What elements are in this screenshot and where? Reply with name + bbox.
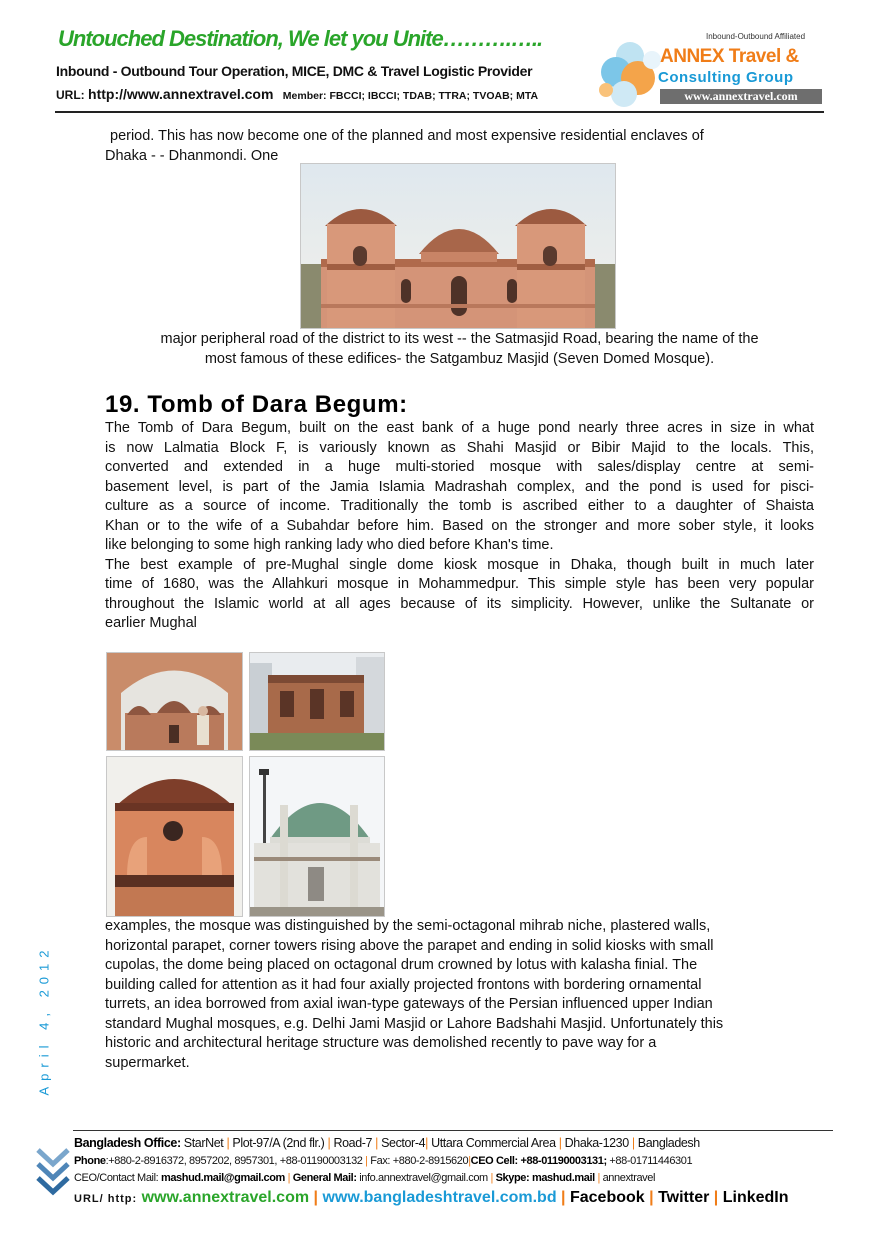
brand-website[interactable]: www.annextravel.com [660, 89, 822, 104]
header-affiliation: Inbound-Outbound Affiliated [706, 32, 806, 41]
paragraph-line: like belonging to some high ranking lady who died before Khan's time. [105, 537, 554, 553]
header-url-link[interactable]: http://www.annextravel.com [88, 86, 274, 102]
paragraph-line: historic and architectural heritage structure was demolished recently to pave way for a [105, 1035, 657, 1051]
paragraph-line: basement level, is part of the Jamia Islamia Madrashah complex, and the pond is used for pisci- [105, 478, 814, 495]
section-heading: 19. Tomb of Dara Begum: [105, 391, 408, 418]
caption-line: major peripheral road of the district to its west -- the Satmasjid Road, bearing the name of the [160, 331, 759, 347]
mosque-architecture-paragraph [105, 917, 814, 1073]
header-url-label: URL: [56, 88, 85, 102]
footer-address-part: Road-7 [333, 1136, 373, 1150]
footer-office-address: Bangladesh Office: StarNet | Plot-97/A (2nd flr.) | Road-7 | Sector-4| Uttara Commercial Area | Dhaka-1230 | Bangladesh [74, 1136, 700, 1150]
paragraph-line: supermarket. [105, 1054, 190, 1071]
paragraph-line: standard Mughal mosques, e.g. Delhi Jami Masjid or Lahore Badshahi Masjid. Unfortunately this [105, 1015, 724, 1032]
side-date-text: April 4, 2012 [36, 944, 52, 1096]
brand-name: ANNEX Travel & [660, 46, 799, 67]
paragraph-line: culture as a source of income. Traditionally the tomb is ascribed either to a daughter of Shaista [105, 498, 814, 514]
paragraph-line: Khan or to the wife of a Subahdar before him. Based on the stronger and more sober style, it looks [105, 517, 814, 534]
paragraph-line: examples, the mosque was distinguished by the semi-octagonal mihrab niche, plastered walls, [105, 918, 711, 934]
footer-address-part: Bangladesh [637, 1136, 700, 1150]
footer-general-label: General Mail: [292, 1172, 357, 1184]
footer-link-linkedin[interactable]: LinkedIn [722, 1189, 789, 1206]
footer-phone: :+880-2-8916372, 8957202, 8957301, +88-01190003132 [105, 1155, 363, 1167]
footer-office-label: Bangladesh Office: [74, 1136, 181, 1150]
footer-skype-extra: annextravel [602, 1172, 656, 1184]
footer-phone-label: Phone [74, 1155, 106, 1167]
domed-kiosk-photo [106, 756, 243, 917]
footer-address-part: StarNet [183, 1136, 224, 1150]
paragraph-line: The Tomb of Dara Begum, built on the east bank of a huge pond nearly three acres in size in what [105, 420, 814, 436]
header-url-line [56, 86, 538, 102]
footer-link-annextravel[interactable]: www.annextravel.com [141, 1189, 310, 1206]
side-date [24, 940, 64, 1100]
chevron-down-icon [34, 1146, 72, 1206]
header-membership: Member: FBCCI; IBCCI; TDAB; TTRA; TVOAB; MTA [282, 90, 539, 102]
caption-line: most famous of these edifices- the Satgambuz Masjid (Seven Domed Mosque). [204, 350, 715, 367]
brand-subname: Consulting Group [658, 69, 794, 86]
footer-divider [73, 1130, 833, 1131]
footer-phone-line: Phone:+880-2-8916372, 8957202, 8957301, +88-01190003132 | Fax: +880-2-8915620|CEO Cell: +88-01190003131; +88-01711446301 [74, 1155, 693, 1167]
footer-ceo-cell-extra: +88-01711446301 [609, 1155, 693, 1167]
intro-line: period. This has now become one of the planned and most expensive residential enclaves of [110, 128, 704, 144]
paragraph-line: The best example of pre-Mughal single dome kiosk mosque in Dhaka, though built in much later [105, 556, 814, 573]
footer-skype-id: mashud.mail [531, 1172, 595, 1184]
paragraph-architecture [105, 917, 814, 1073]
green-dome-mosque-photo [249, 756, 385, 917]
intro-paragraph [105, 127, 805, 166]
paragraph-line: converted and extended in a huge multi-storied mosque with sales/display centre at semi- [105, 459, 814, 475]
footer-ceo-cell-label: CEO Cell [470, 1155, 515, 1167]
header-services: Inbound - Outbound Tour Operation, MICE, DMC & Travel Logistic Provider [56, 63, 533, 79]
footer-address-part: Dhaka-1230 [564, 1136, 629, 1150]
footer-link-twitter[interactable]: Twitter [658, 1189, 710, 1206]
paragraph-line: turrets, an idea borrowed from axial iwan-type gateways of the Persian influenced upper Indian [105, 996, 713, 1012]
paragraph-line: horizontal parapet, corner towers rising above the parapet and ending in solid kiosks with small [105, 937, 714, 954]
footer-url-label: URL/ http: [74, 1193, 138, 1205]
header-divider [55, 111, 824, 113]
paragraph-line: building called for attention as it had four axially projected frontons with bordering ornamental [105, 976, 702, 993]
paragraph-line: time of 1680, was the Allahkuri mosque in Mohammedpur. This simple style has been very popular [105, 576, 814, 592]
paragraph-dara-begum [105, 419, 814, 556]
footer-mail-line: CEO/Contact Mail: mashud.mail@gmail.com | General Mail: info.annextravel@gmail.com | Skype: mashud.mail | annextravel [74, 1172, 656, 1184]
tomb-description [105, 419, 814, 634]
footer-fax: Fax: +880-2-8915620 [370, 1155, 469, 1167]
paragraph-line: is now Lalmatia Block F, is variously known as Shahi Masjid or Bibir Majid to the locals. This, [105, 439, 814, 456]
ruined-mosque-photo [249, 652, 385, 751]
photo-caption [105, 330, 814, 369]
footer-link-bangladeshtravel[interactable]: www.bangladeshtravel.com.bd [322, 1189, 557, 1206]
footer-skype-label: Skype: [495, 1172, 530, 1184]
footer-ceo-cell: : +88-01190003131; [514, 1155, 607, 1167]
mosque-arch-view-photo [106, 652, 243, 751]
footer-contact-label: CEO/Contact Mail: [74, 1172, 159, 1184]
paragraph-line: earlier Mughal [105, 615, 197, 631]
footer-link-facebook[interactable]: Facebook [569, 1189, 645, 1206]
paragraph-line: throughout the Islamic world at all ages because of its simplicity. However, unlike the Sultanate or [105, 595, 814, 612]
footer-address-part: Plot-97/A (2nd flr.) [232, 1136, 325, 1150]
footer-links: URL/ http: www.annextravel.com | www.bangladeshtravel.com.bd | Facebook | Twitter | LinkedIn [74, 1189, 789, 1206]
satgambuz-mosque-photo [300, 163, 616, 329]
footer-address-part: Sector-4 [381, 1136, 426, 1150]
footer-address-part: Uttara Commercial Area [431, 1136, 556, 1150]
paragraph-line: cupolas, the dome being placed on octagonal drum crowned by lotus with kalasha finial. The [105, 957, 698, 973]
header-tagline: Untouched Destination, We let you Unite……….….. [58, 26, 543, 51]
footer-general-mail[interactable]: info.annextravel@gmail.com [359, 1172, 488, 1184]
intro-line: Dhaka - - Dhanmondi. One [105, 147, 279, 164]
paragraph-allahkuri-mosque [105, 556, 814, 634]
footer-contact-mail[interactable]: mashud.mail@gmail.com [160, 1172, 285, 1184]
